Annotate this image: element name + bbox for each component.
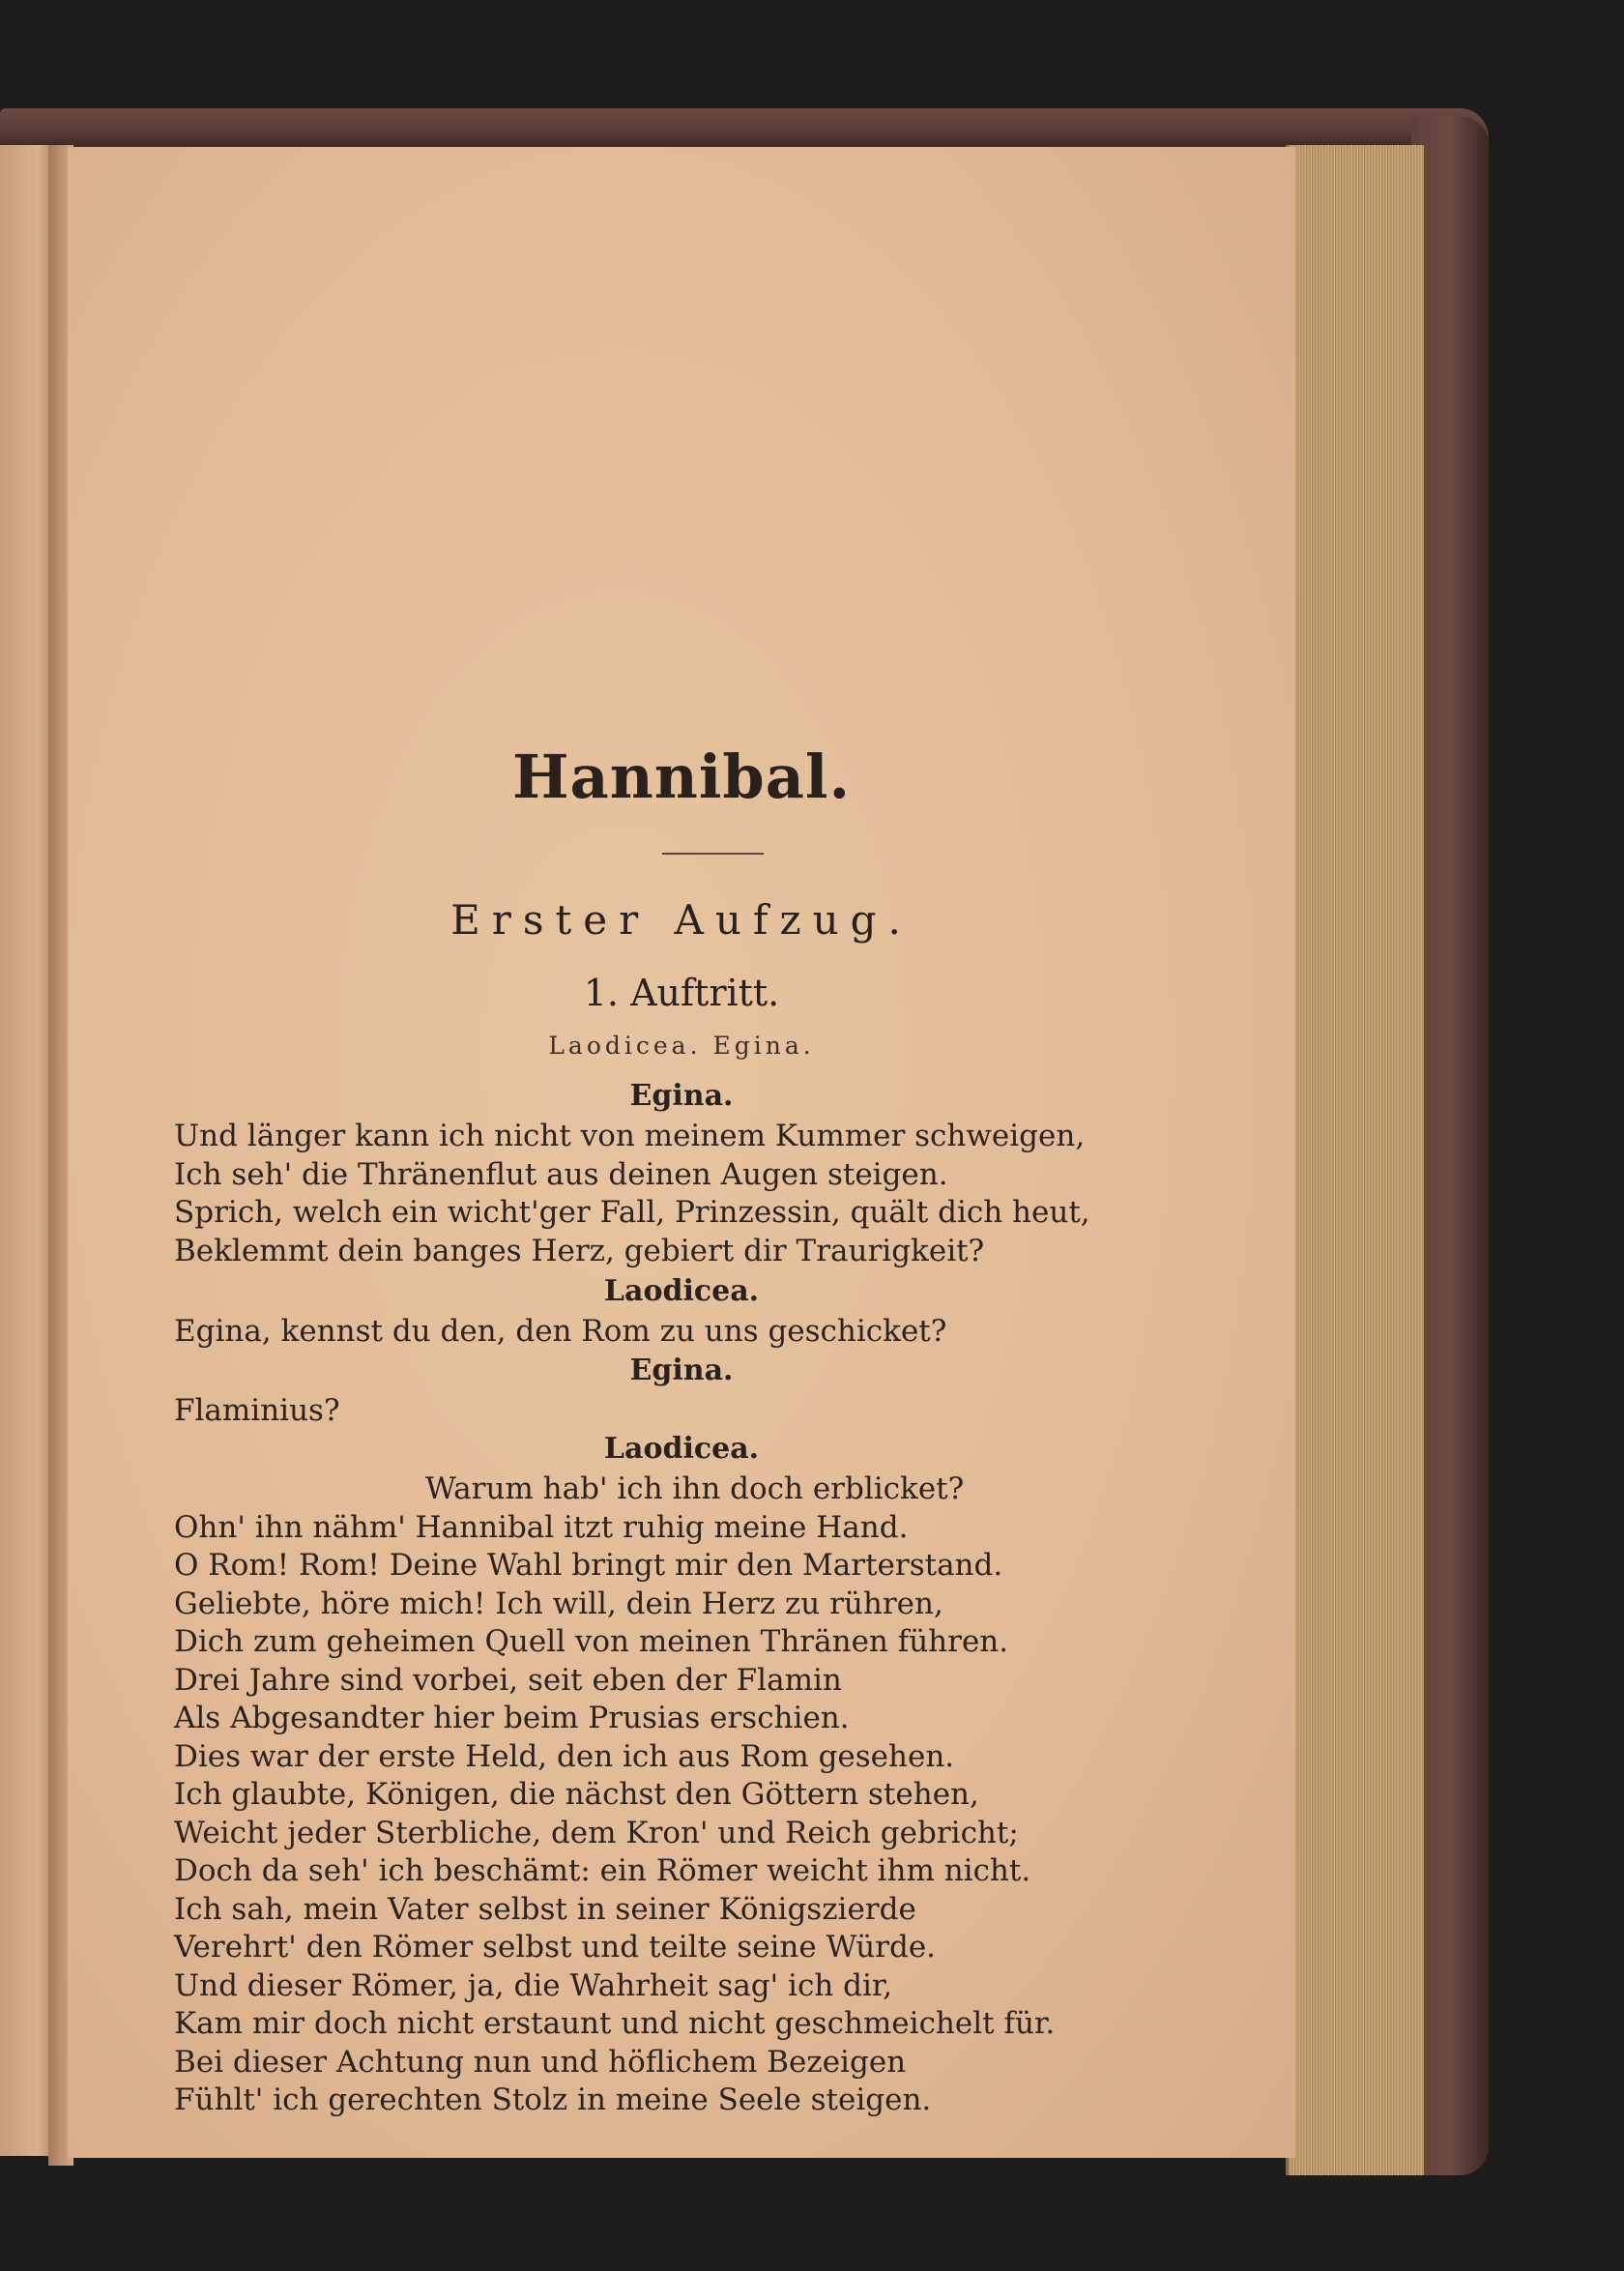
verse-line: Und länger kann ich nicht von meinem Kummer schweigen, <box>174 1119 1086 1153</box>
book-page <box>68 147 1295 2158</box>
speaker-name: Egina. <box>629 1354 734 1387</box>
speaker-name: Egina. <box>629 1079 734 1113</box>
scene-heading: 1. Auftritt. <box>583 972 780 1014</box>
speech-3 <box>174 1350 1228 1431</box>
left-page-edge <box>0 145 54 2156</box>
verse-line: Weicht jeder Sterbliche, dem Kron' und Reich gebricht; <box>174 1815 1019 1850</box>
speech-2 <box>174 1270 1228 1352</box>
speaker-name: Laodicea. <box>603 1274 760 1308</box>
verse-line: Doch da seh' ich beschämt: ein Römer weicht ihm nicht. <box>174 1853 1031 1888</box>
verse-line: Ich sah, mein Vater selbst in seiner Königszierde <box>174 1891 916 1927</box>
verse-line: Warum hab' ich ihn doch erblicket? <box>425 1471 965 1506</box>
verse-line: O Rom! Rom! Deine Wahl bringt mir den Marterstand. <box>174 1548 1003 1583</box>
page-edges <box>1286 145 1424 2175</box>
verse-line: Beklemmt dein banges Herz, gebiert dir Traurigkeit? <box>174 1233 985 1268</box>
verse-line: Und dieser Römer, ja, die Wahrheit sag' ich dir, <box>174 1967 893 2003</box>
verse-line: Dich zum geheimen Quell von meinen Thränen führen. <box>174 1624 1009 1659</box>
verse-line: Als Abgesandter hier beim Prusias erschien. <box>174 1701 850 1735</box>
verse-line: Ich glaubte, Königen, die nächst den Göttern stehen, <box>174 1777 979 1812</box>
verse-line: Flaminius? <box>174 1393 340 1428</box>
verse-line: Verehrt' den Römer selbst und teilte seine Würde. <box>174 1930 937 1965</box>
speech-4 <box>174 1428 1228 2120</box>
verse-line: Drei Jahre sind vorbei, seit eben der Flamin <box>174 1662 842 1698</box>
title-rule <box>662 853 764 855</box>
speaker-name: Laodicea. <box>603 1432 760 1466</box>
verse-line: Bei dieser Achtung nun und höflichem Bezeigen <box>174 2044 907 2080</box>
verse-line: Kam mir doch nicht erstaunt und nicht geschmeichelt für. <box>174 2006 1056 2041</box>
verse-line: Ich seh' die Thränenflut aus deinen Augen steigen. <box>174 1156 948 1192</box>
play-title: Hannibal. <box>511 742 852 812</box>
verse-line: Dies war der erste Held, den ich aus Rom gesehen. <box>174 1738 955 1774</box>
speech-1 <box>174 1075 1228 1270</box>
verse-line: Sprich, welch ein wicht'ger Fall, Prinzessin, quält dich heut, <box>174 1195 1090 1230</box>
act-heading: Erster Aufzug. <box>450 896 913 944</box>
verse-line: Egina, kennst du den, den Rom zu uns geschicket? <box>174 1314 947 1349</box>
verse-line: Fühlt' ich gerechten Stolz in meine Seele steigen. <box>174 2082 932 2117</box>
verse-line: Ohn' ihn nähm' Hannibal itzt ruhig meine Hand. <box>174 1509 909 1545</box>
book-cover-top <box>0 108 1489 147</box>
verse-line: Geliebte, höre mich! Ich will, dein Herz zu rühren, <box>174 1586 943 1621</box>
persons-list: Laodicea. Egina. <box>548 1032 815 1060</box>
